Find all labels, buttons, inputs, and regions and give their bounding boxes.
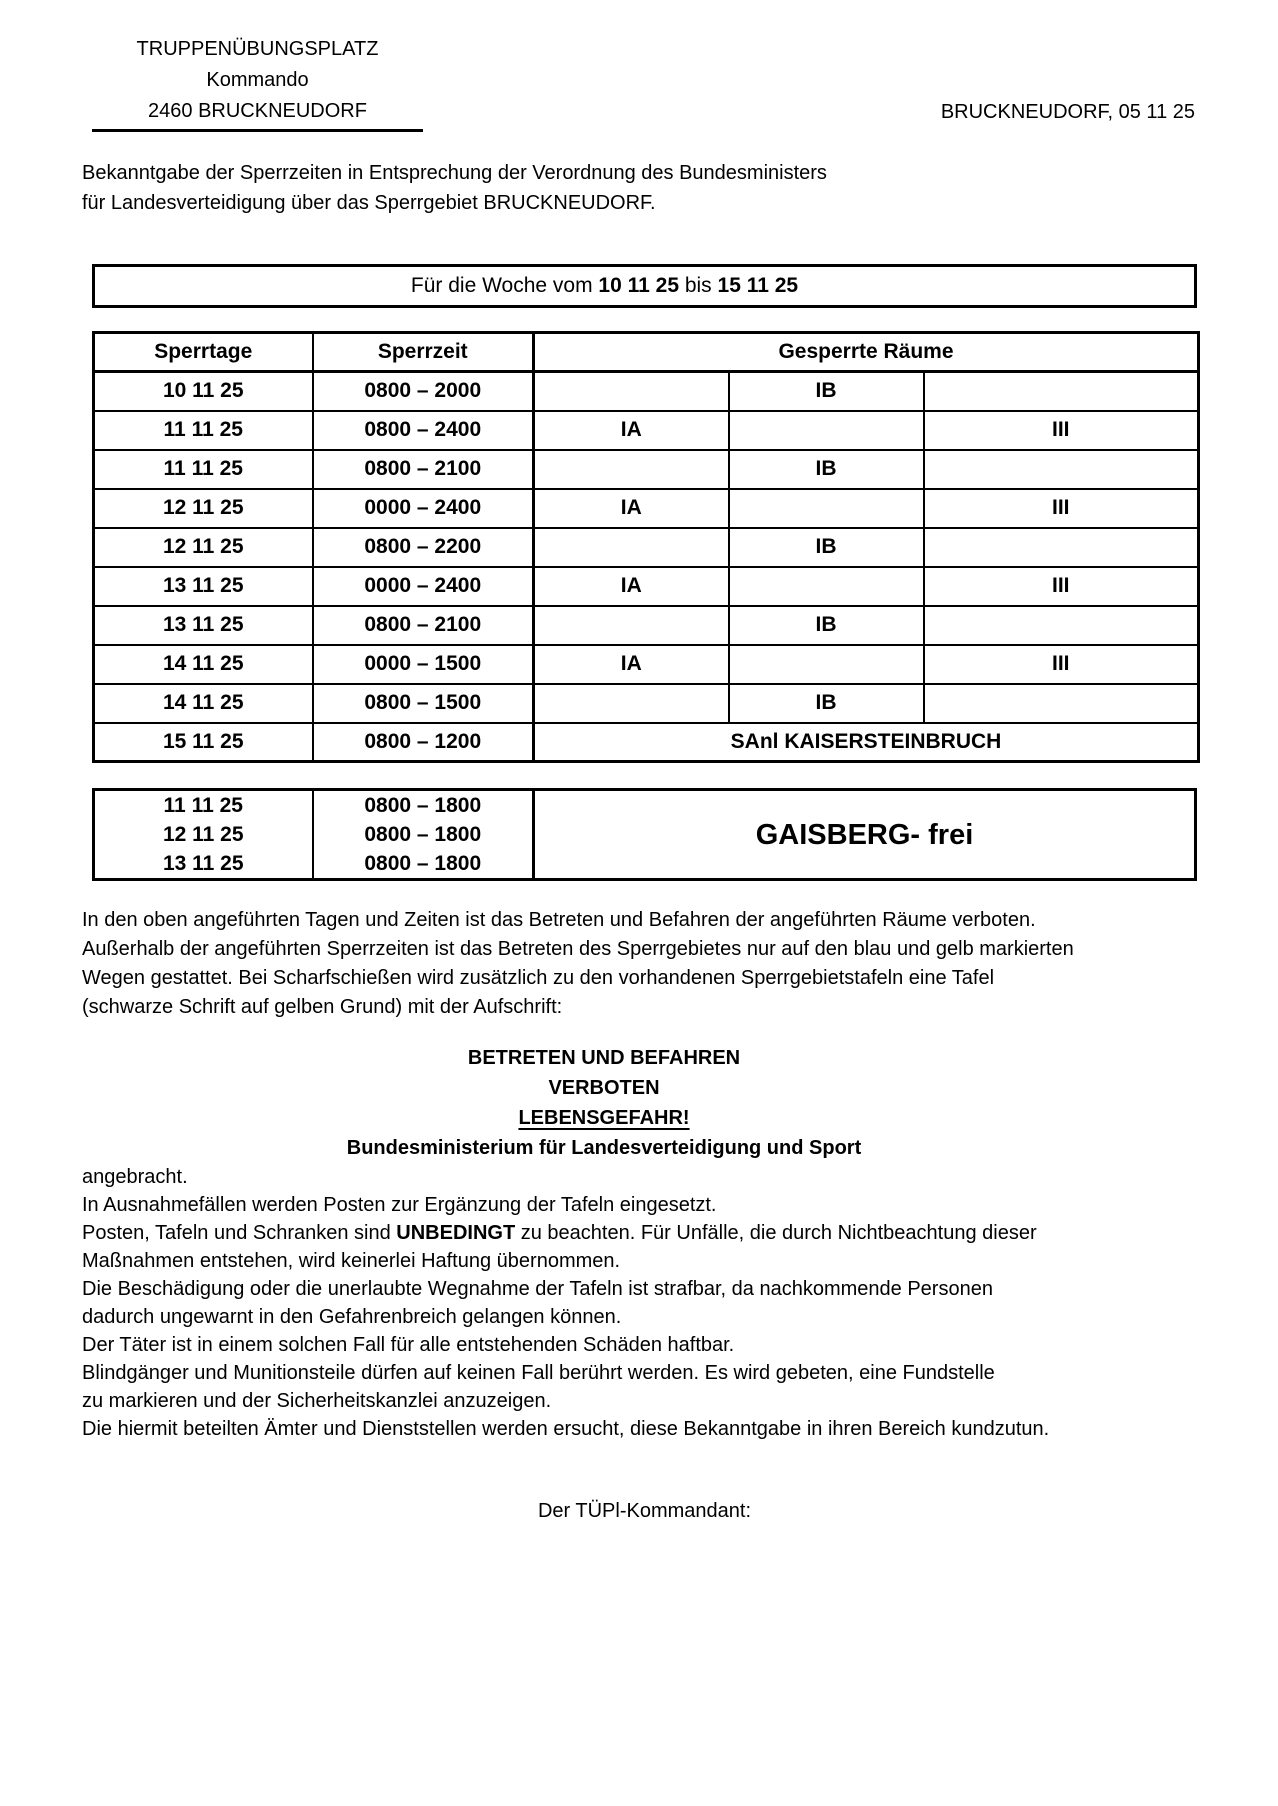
text-line: Posten, Tafeln und Schranken sind UNBEDINGT zu beachten. Für Unfälle, die durch Nichtbeachtung dieser bbox=[82, 1222, 1037, 1244]
schedule-cell-room bbox=[924, 528, 1199, 567]
schedule-cell-time: 0800 – 2000 bbox=[313, 372, 534, 411]
text-line: BETRETEN UND BEFAHREN bbox=[467, 1047, 741, 1069]
schedule-cell-room bbox=[729, 489, 924, 528]
schedule-cell-time: 0800 – 2400 bbox=[313, 411, 534, 450]
schedule-cell-room: III bbox=[924, 489, 1199, 528]
text-line: 13 11 25 bbox=[162, 852, 244, 875]
schedule-cell-room: IA bbox=[534, 567, 729, 606]
schedule-cell-room bbox=[729, 567, 924, 606]
schedule-row bbox=[94, 411, 1199, 450]
schedule-cell-room: IB bbox=[729, 450, 924, 489]
text-line: 0800 – 1800 bbox=[364, 794, 482, 817]
text-line: VERBOTEN bbox=[548, 1077, 660, 1099]
text-line: Der Täter ist in einem solchen Fall für alle entstehenden Schäden haftbar. bbox=[82, 1334, 735, 1356]
schedule-cell-date: 14 11 25 bbox=[94, 684, 313, 723]
header-sperrtage: Sperrtage bbox=[94, 333, 313, 372]
text-line: Bekanntgabe der Sperrzeiten in Entsprechung der Verordnung des Bundesministers bbox=[82, 162, 827, 184]
schedule-cell-date: 13 11 25 bbox=[94, 567, 313, 606]
letterhead bbox=[92, 34, 423, 132]
schedule-row bbox=[94, 645, 1199, 684]
text-line: für Landesverteidigung über das Sperrgebiet BRUCKNEUDORF. bbox=[82, 192, 656, 214]
text-line: LEBENSGEFAHR! bbox=[518, 1107, 690, 1129]
notice-paragraph-2 bbox=[82, 1163, 1049, 1443]
text-line: 0800 – 1800 bbox=[364, 823, 482, 846]
schedule-cell-time: 0800 – 2200 bbox=[313, 528, 534, 567]
schedule-cell-time: 0800 – 2100 bbox=[313, 606, 534, 645]
text-line: dadurch ungewarnt in den Gefahrenbreich gelangen können. bbox=[82, 1306, 622, 1328]
text-line: Blindgänger und Munitionsteile dürfen auf keinen Fall berührt werden. Es wird gebeten, eine Fundstelle bbox=[82, 1362, 995, 1384]
text-line: Wegen gestattet. Bei Scharfschießen wird zusätzlich zu den vorhandenen Sperrgebietstafeln eine Tafel bbox=[82, 967, 995, 989]
text-line: 12 11 25 bbox=[162, 823, 244, 846]
week-banner-separator: bis bbox=[679, 274, 718, 297]
week-banner bbox=[92, 264, 1197, 308]
schedule-cell-time: 0800 – 1500 bbox=[313, 684, 534, 723]
gaisberg-row bbox=[94, 790, 1196, 880]
schedule-cell-room: III bbox=[924, 567, 1199, 606]
text-line: Bundesministerium für Landesverteidigung und Sport bbox=[346, 1137, 862, 1159]
week-banner-prefix: Für die Woche vom bbox=[410, 274, 599, 297]
week-banner-from-date: 10 11 25 bbox=[598, 274, 679, 297]
schedule-cell-room: III bbox=[924, 645, 1199, 684]
text-line: zu markieren und der Sicherheitskanzlei anzuzeigen. bbox=[82, 1390, 552, 1412]
text-line: (schwarze Schrift auf gelben Grund) mit der Aufschrift: bbox=[82, 996, 563, 1018]
schedule-row bbox=[94, 450, 1199, 489]
schedule-cell-date: 12 11 25 bbox=[94, 528, 313, 567]
schedule-cell-room: IA bbox=[534, 411, 729, 450]
schedule-cell-room: IB bbox=[729, 528, 924, 567]
text-line: Maßnahmen entstehen, wird keinerlei Haftung übernommen. bbox=[82, 1250, 621, 1272]
warning-sign-text bbox=[82, 1043, 1126, 1163]
schedule-cell-date: 13 11 25 bbox=[94, 606, 313, 645]
schedule-row bbox=[94, 372, 1199, 411]
schedule-cell-merged: SAnl KAISERSTEINBRUCH bbox=[534, 723, 1199, 762]
intro-paragraph bbox=[82, 158, 827, 218]
schedule-cell-room: IB bbox=[729, 684, 924, 723]
schedule-header-row bbox=[94, 333, 1199, 372]
schedule-cell-date: 10 11 25 bbox=[94, 372, 313, 411]
commander-line: Der TÜPl-Kommandant: bbox=[537, 1500, 752, 1522]
schedule-cell-room bbox=[534, 684, 729, 723]
gaisberg-table bbox=[92, 788, 1197, 881]
text-line: Außerhalb der angeführten Sperrzeiten ist das Betreten des Sperrgebietes nur auf den blau und gelb markierten bbox=[82, 938, 1074, 960]
text-line: angebracht. bbox=[82, 1166, 188, 1188]
letterhead-line3: 2460 BRUCKNEUDORF bbox=[148, 100, 367, 122]
schedule-cell-room: III bbox=[924, 411, 1199, 450]
text-line: In den oben angeführten Tagen und Zeiten ist das Betreten und Befahren der angeführten Räume verboten. bbox=[82, 909, 1036, 931]
schedule-row bbox=[94, 684, 1199, 723]
schedule-cell-date: 12 11 25 bbox=[94, 489, 313, 528]
schedule-row bbox=[94, 606, 1199, 645]
schedule-cell-time: 0000 – 1500 bbox=[313, 645, 534, 684]
schedule-cell-room bbox=[924, 684, 1199, 723]
gaisberg-label-cell: GAISBERG- frei bbox=[534, 790, 1196, 880]
schedule-cell-room: IB bbox=[729, 372, 924, 411]
schedule-row bbox=[94, 489, 1199, 528]
text-line: 11 11 25 bbox=[163, 794, 243, 817]
schedule-cell-time: 0800 – 1200 bbox=[313, 723, 534, 762]
schedule-cell-room bbox=[534, 528, 729, 567]
week-banner-to-date: 15 11 25 bbox=[717, 274, 799, 297]
schedule-cell-date: 11 11 25 bbox=[94, 411, 313, 450]
schedule-cell-room bbox=[534, 372, 729, 411]
schedule-table-body bbox=[94, 372, 1199, 762]
schedule-cell-room bbox=[924, 606, 1199, 645]
schedule-cell-room bbox=[924, 372, 1199, 411]
gaisberg-times-cell bbox=[313, 790, 534, 880]
letterhead-line2: Kommando bbox=[206, 69, 309, 91]
schedule-cell-room bbox=[729, 411, 924, 450]
schedule-cell-time: 0000 – 2400 bbox=[313, 567, 534, 606]
schedule-cell-room bbox=[534, 606, 729, 645]
schedule-cell-room bbox=[534, 450, 729, 489]
text-line: Die Beschädigung oder die unerlaubte Wegnahme der Tafeln ist strafbar, da nachkommende Personen bbox=[82, 1278, 993, 1300]
schedule-cell-time: 0000 – 2400 bbox=[313, 489, 534, 528]
header-gesperrte-raeume: Gesperrte Räume bbox=[534, 333, 1199, 372]
schedule-row bbox=[94, 723, 1199, 762]
schedule-cell-date: 14 11 25 bbox=[94, 645, 313, 684]
header-sperrzeit: Sperrzeit bbox=[313, 333, 534, 372]
schedule-cell-date: 15 11 25 bbox=[94, 723, 313, 762]
schedule-cell-room: IA bbox=[534, 645, 729, 684]
schedule-cell-time: 0800 – 2100 bbox=[313, 450, 534, 489]
text-line: Die hiermit beteilten Ämter und Dienststellen werden ersucht, diese Bekanntgabe in ihren Bereich kundzutun. bbox=[82, 1418, 1050, 1440]
schedule-cell-room: IA bbox=[534, 489, 729, 528]
schedule-cell-room bbox=[924, 450, 1199, 489]
gaisberg-dates-cell bbox=[94, 790, 313, 880]
notice-paragraph-1 bbox=[82, 906, 1074, 1022]
letterhead-line1: TRUPPENÜBUNGSPLATZ bbox=[136, 38, 379, 60]
schedule-cell-room: IB bbox=[729, 606, 924, 645]
schedule-table bbox=[92, 331, 1200, 763]
text-line: In Ausnahmefällen werden Posten zur Ergänzung der Tafeln eingesetzt. bbox=[82, 1194, 717, 1216]
schedule-row bbox=[94, 528, 1199, 567]
schedule-cell-date: 11 11 25 bbox=[94, 450, 313, 489]
place-date: BRUCKNEUDORF, 05 11 25 bbox=[940, 101, 1195, 123]
schedule-row bbox=[94, 567, 1199, 606]
schedule-cell-room bbox=[729, 645, 924, 684]
text-line: 0800 – 1800 bbox=[364, 852, 482, 875]
